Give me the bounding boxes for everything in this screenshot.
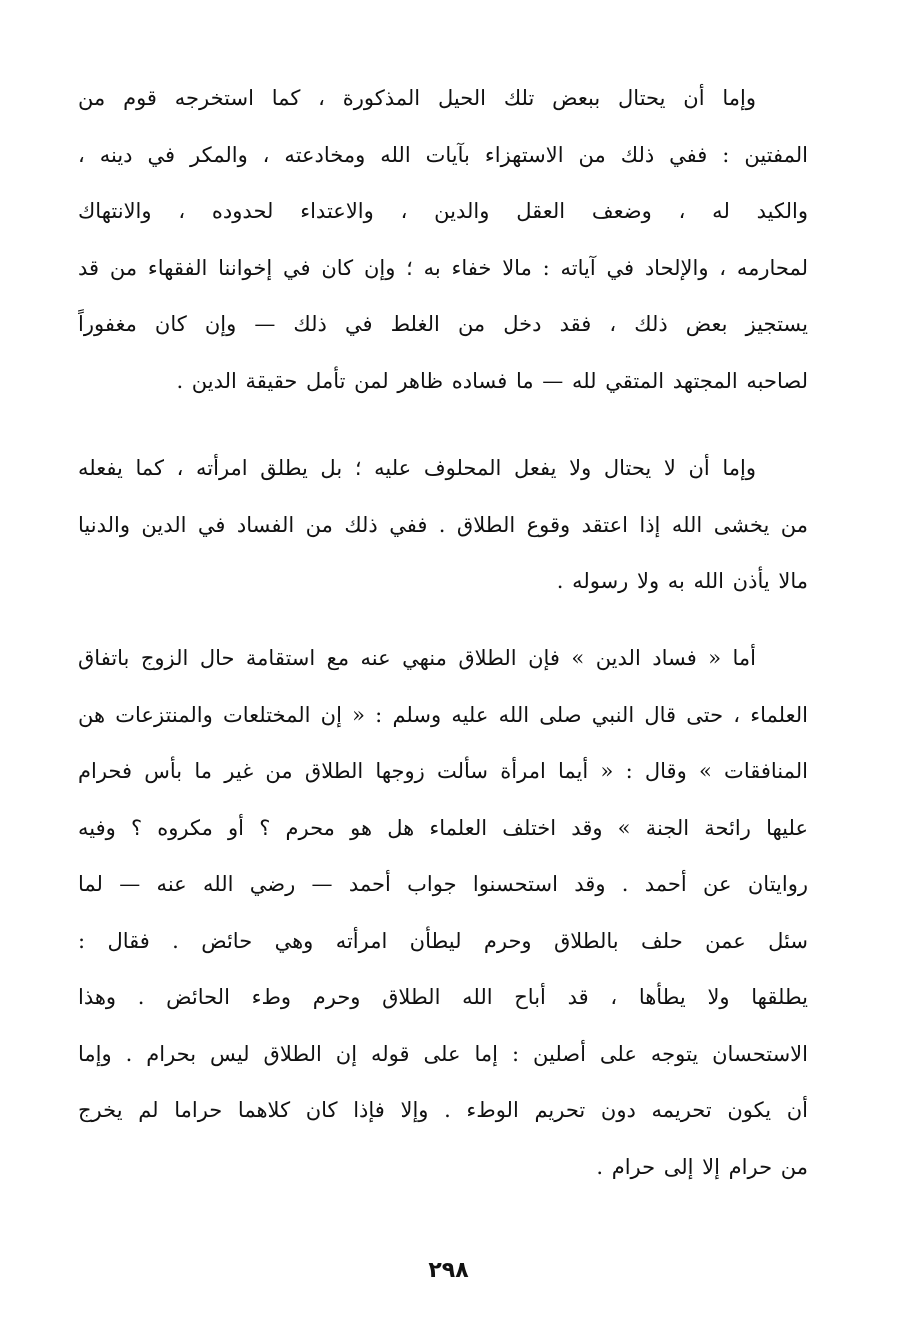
text-line: عليها رائحة الجنة » وقد اختلف العلماء هل هو محرم ؟ أو مكروه ؟ وفيه <box>78 815 808 840</box>
text-line: وإما أن لا يحتال ولا يفعل المحلوف عليه ؛ بل يطلق امرأته ، كما يفعله <box>78 456 756 480</box>
text-line: من حرام إلا إلى حرام . <box>596 1154 808 1179</box>
text-line: سئل عمن حلف بالطلاق وحرم ليطأن امرأته وهي حائض . فقال : <box>78 928 808 953</box>
text-line: لمحارمه ، والإلحاد في آياته : مالا خفاء به ؛ وإن كان في إخواننا الفقهاء من قد <box>78 255 808 280</box>
text-line: مالا يأذن الله به ولا رسوله . <box>556 569 808 593</box>
text-line: يستجيز بعض ذلك ، فقد دخل من الغلط في ذلك — وإن كان مغفوراً <box>78 312 808 336</box>
text-line: لصاحبه المجتهد المتقي لله — ما فساده ظاهر لمن تأمل حقيقة الدين . <box>176 368 808 393</box>
text-line: من يخشى الله إذا اعتقد وقوع الطلاق . ففي ذلك من الفساد في الدين والدنيا <box>78 512 808 537</box>
text-line: روايتان عن أحمد . وقد استحسنوا جواب أحمد — رضي الله عنه — لما <box>78 872 808 896</box>
text-line: أما « فساد الدين » فإن الطلاق منهي عنه مع استقامة حال الزوج باتفاق <box>78 646 756 670</box>
text-line: العلماء ، حتى قال النبي صلى الله عليه وسلم : « إن المختلعات والمنتزعات هن <box>78 702 808 727</box>
text-line: المنافقات » وقال : « أيما امرأة سألت زوجها الطلاق من غير ما بأس فحرام <box>78 759 808 783</box>
text-line: وإما أن يحتال ببعض تلك الحيل المذكورة ، كما استخرجه قوم من <box>78 86 756 110</box>
page-number: ٢٩٨ <box>428 1258 469 1283</box>
paragraph-2 <box>78 440 808 610</box>
paragraph-3 <box>78 630 808 1195</box>
text-line: المفتين : ففي ذلك من الاستهزاء بآيات الله ومخادعته ، والمكر في دينه ، <box>78 142 808 167</box>
text-line: أن يكون تحريمه دون تحريم الوطء . وإلا فإذا كان كلاهما حراما لم يخرج <box>78 1098 808 1122</box>
text-line: والكيد له ، وضعف العقل والدين ، والاعتداء لحدوده ، والانتهاك <box>78 199 808 223</box>
paragraph-1 <box>78 70 808 409</box>
text-line: الاستحسان يتوجه على أصلين : إما على قوله إن الطلاق ليس بحرام . وإما <box>78 1041 808 1066</box>
text-line: يطلقها ولا يطأها ، قد أباح الله الطلاق وحرم وطء الحائض . وهذا <box>78 985 808 1009</box>
